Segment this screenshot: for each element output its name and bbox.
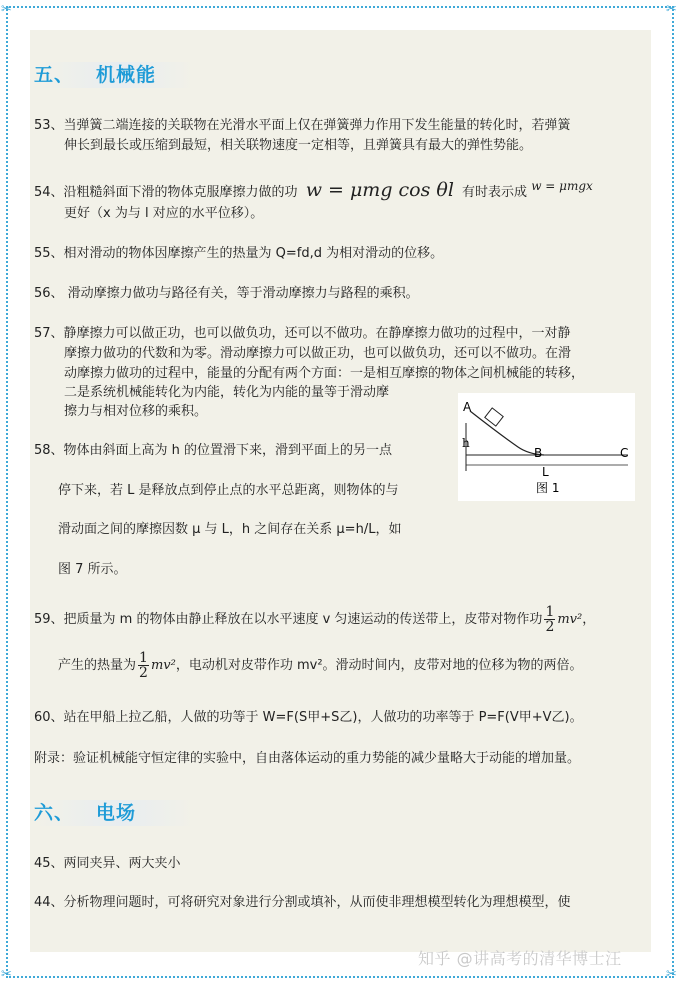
item-54-line2: 更好（x 为与 l 对应的水平位移）。	[64, 206, 264, 221]
label-B: B	[534, 446, 543, 460]
section-number: 五、	[34, 64, 75, 86]
watermark: 知乎 @讲高考的清华博士汪	[418, 949, 622, 968]
item-59-text-c: ，电动机对皮带作功 mv²。滑动时间内，皮带对地的位移为物的两倍。	[175, 658, 583, 673]
scissors-icon: ✂	[1, 2, 12, 17]
sliding-block	[485, 408, 503, 426]
section-heading-electric-field	[34, 800, 194, 826]
item-56: 56、 滑动摩擦力做功与路径有关，等于滑动摩擦力与路程的乘积。	[34, 286, 419, 301]
item-58-line2: 停下来，若 L 是释放点到停止点的水平总距离，则物体的与	[58, 483, 399, 498]
incline-figure	[458, 393, 635, 501]
label-C: C	[620, 446, 629, 460]
formula-mv2: mv²	[150, 658, 176, 673]
item-54-text-b: 有时表示成	[462, 185, 528, 200]
label-h: h	[462, 436, 470, 450]
item-54-text-a: 54、沿粗糙斜面下滑的物体克服摩擦力做的功	[34, 185, 298, 200]
item-58-line3: 滑动面之间的摩擦因数 μ 与 L，h 之间存在关系 μ=h/L，如	[58, 522, 402, 537]
scissors-icon: ✂	[666, 2, 677, 17]
formula-mv2: mv²	[557, 612, 583, 627]
incline-curve	[470, 411, 544, 455]
fraction-one-half: $\frac{1}{2}$	[139, 650, 148, 681]
figure-caption: 图 1	[536, 481, 560, 495]
item-58-line1: 58、物体由斜面上高为 h 的位置滑下来，滑到平面上的另一点	[34, 443, 393, 458]
item-59-line2	[58, 649, 583, 683]
item-53-line1: 53、当弹簧二端连接的关联物在光滑水平面上仅在弹簧弹力作用下发生能量的转化时，若弹簧	[34, 118, 571, 133]
fraction-one-half: $\frac{1}{2}$	[545, 604, 555, 635]
item-57-line5: 擦力与相对位移的乘积。	[64, 404, 208, 419]
item-57-line4: 二是系统机械能转化为内能，转化为内能的量等于滑动摩	[64, 385, 390, 400]
label-L: L	[542, 465, 549, 479]
incline-diagram	[458, 393, 635, 501]
scissors-icon: ✂	[1, 967, 12, 982]
formula-work-friction: w = μmg cos θl	[305, 179, 454, 201]
formula-work-horizontal: w = μmgx	[531, 179, 593, 193]
section-heading-mechanical-energy	[34, 62, 194, 88]
label-A: A	[463, 400, 472, 414]
item-57-line1: 57、静摩擦力可以做正功，也可以做负功，还可以不做功。在静摩擦力做功的过程中，一对静	[34, 326, 571, 341]
item-53-line2: 伸长到最长或压缩到最短，相关联物速度一定相等，且弹簧具有最大的弹性势能。	[64, 138, 533, 153]
item-45: 45、两同夹异、两大夹小	[34, 856, 181, 871]
appendix-note: 附录：验证机械能守恒定律的实验中，自由落体运动的重力势能的减少量略大于动能的增加量。	[34, 751, 581, 766]
item-57-line2: 摩擦力做功的代数和为零。滑动摩擦力可以做正功，也可以做负功，还可以不做功。在滑	[64, 346, 572, 361]
item-54-line1	[34, 180, 593, 203]
item-57-line3: 动摩擦力做功的过程中，能量的分配有两个方面：一是相互摩擦的物体之间机械能的转移，	[64, 366, 585, 381]
item-55: 55、相对滑动的物体因摩擦产生的热量为 Q=fd,d 为相对滑动的位移。	[34, 246, 444, 261]
section-title: 机械能	[96, 64, 157, 86]
item-59-text-a: 59、把质量为 m 的物体由静止释放在以水平速度 v 匀速运动的传送带上，皮带对物作功	[34, 612, 543, 627]
scissors-icon: ✂	[666, 967, 677, 982]
item-59-text-b: 产生的热量为	[58, 658, 137, 673]
item-59-line1: 59、把质量为 m 的物体由静止释放在以水平速度 v 匀速运动的传送带上，皮带对物作功 $\frac{1}{2}$ mv²，	[34, 604, 596, 635]
item-60: 60、站在甲船上拉乙船，人做的功等于 W=F(S甲+S乙)，人做功的功率等于 P=F(V甲+V乙)。	[34, 710, 583, 725]
section-number: 六、	[34, 802, 75, 824]
section-title: 电场	[96, 802, 137, 824]
item-44: 44、分析物理问题时，可将研究对象进行分割或填补，从而使非理想模型转化为理想模型，使	[34, 895, 571, 910]
item-58-line4: 图 7 所示。	[58, 562, 127, 577]
